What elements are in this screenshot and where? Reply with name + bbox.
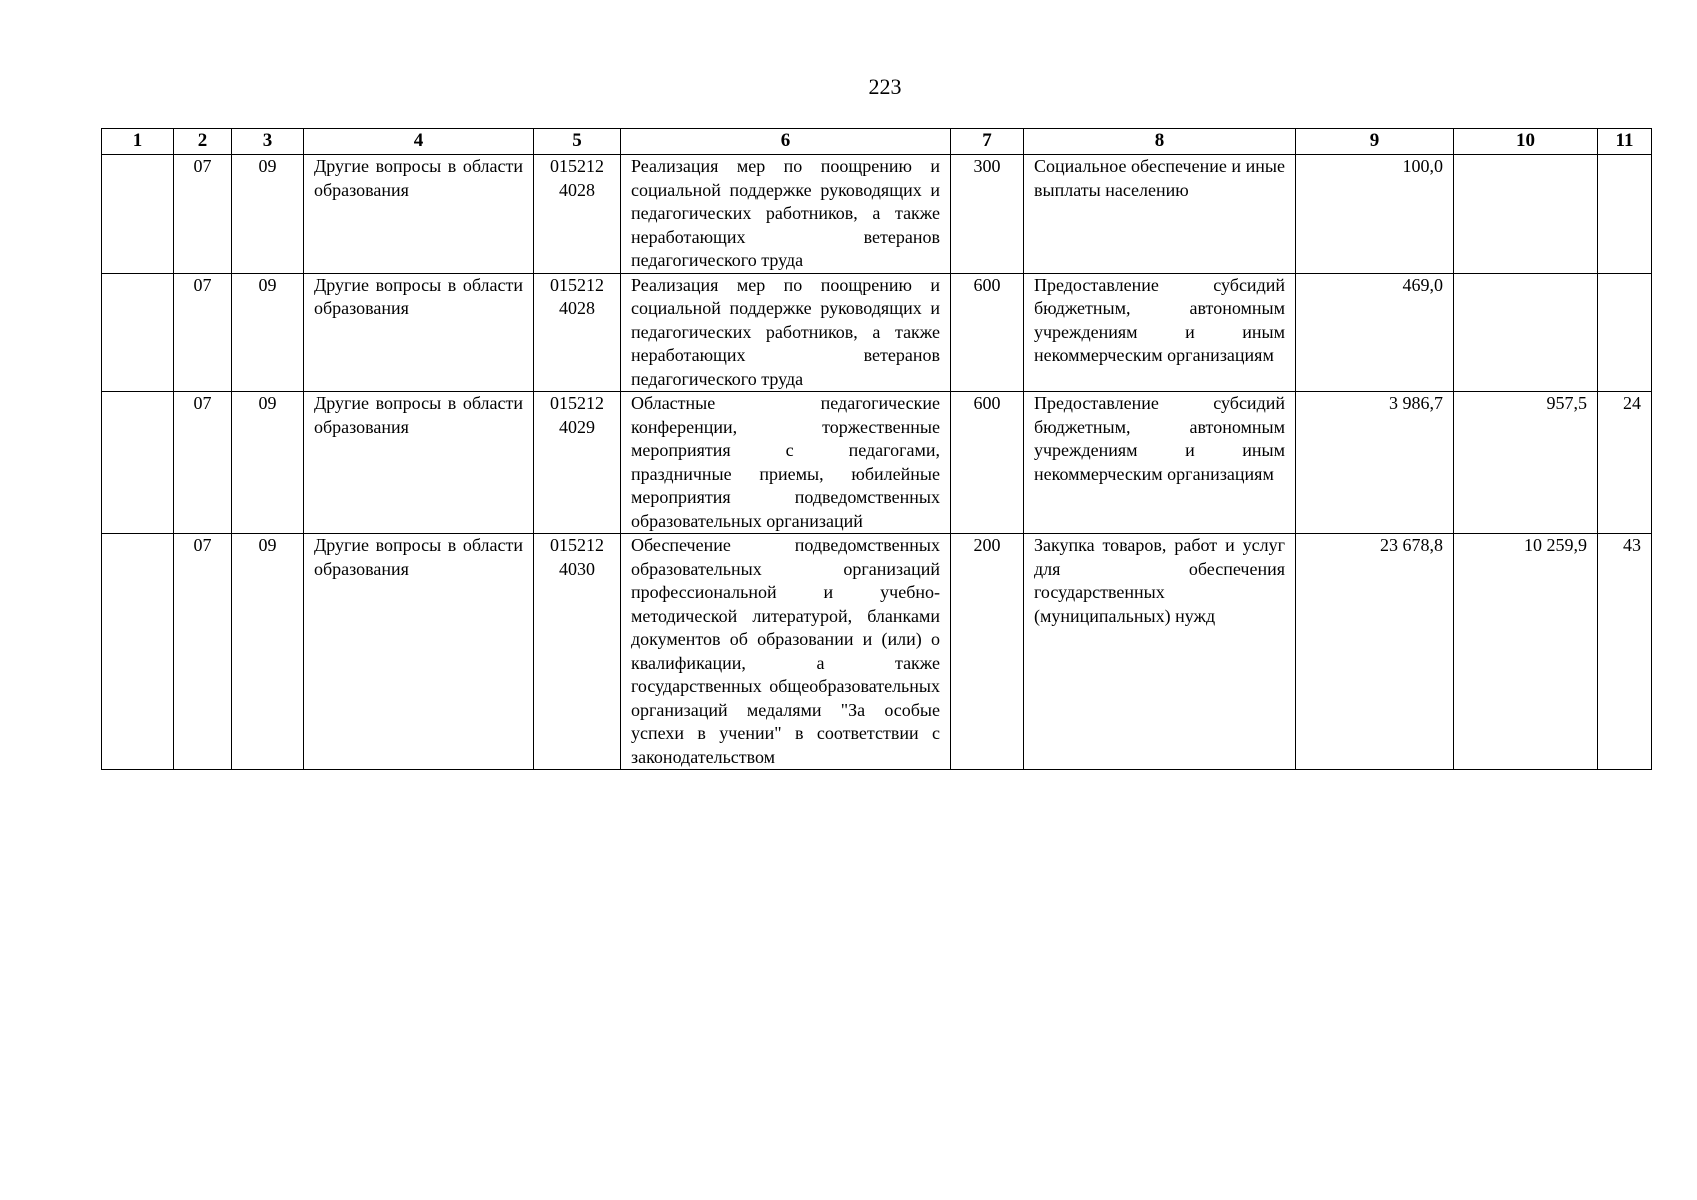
header-col-11: 11 <box>1598 129 1652 155</box>
cell-section: 07 <box>174 155 232 274</box>
cell-col-1 <box>102 534 174 770</box>
header-col-6: 6 <box>621 129 951 155</box>
header-col-10: 10 <box>1454 129 1598 155</box>
cell-amount: 3 986,7 <box>1296 392 1454 534</box>
header-col-1: 1 <box>102 129 174 155</box>
cell-expense-type: 600 <box>951 392 1024 534</box>
cell-subsection: 09 <box>232 534 304 770</box>
table-row <box>102 392 1652 534</box>
cell-col-1 <box>102 155 174 274</box>
cell-section-name: Другие вопросы в области образования <box>304 534 534 770</box>
cell-percent: 43 <box>1598 534 1652 770</box>
table-row <box>102 534 1652 770</box>
cell-target-code <box>534 155 621 274</box>
cell-percent <box>1598 155 1652 274</box>
cell-expense-type: 300 <box>951 155 1024 274</box>
header-col-5: 5 <box>534 129 621 155</box>
cell-col-1 <box>102 273 174 392</box>
cell-section: 07 <box>174 273 232 392</box>
header-col-4: 4 <box>304 129 534 155</box>
target-code-part-1: 015212 <box>550 535 604 555</box>
cell-section: 07 <box>174 392 232 534</box>
cell-target-code <box>534 273 621 392</box>
table-row <box>102 155 1652 274</box>
header-col-8: 8 <box>1024 129 1296 155</box>
cell-target-code <box>534 392 621 534</box>
cell-amount: 469,0 <box>1296 273 1454 392</box>
table-row <box>102 273 1652 392</box>
target-code-part-1: 015212 <box>550 393 604 413</box>
target-code-part-2: 4028 <box>559 298 595 318</box>
cell-subsection: 09 <box>232 155 304 274</box>
target-code-part-1: 015212 <box>550 156 604 176</box>
cell-subsection: 09 <box>232 273 304 392</box>
cell-executed <box>1454 155 1598 274</box>
cell-percent <box>1598 273 1652 392</box>
cell-executed <box>1454 273 1598 392</box>
cell-executed: 957,5 <box>1454 392 1598 534</box>
cell-col-1 <box>102 392 174 534</box>
header-col-7: 7 <box>951 129 1024 155</box>
target-code-part-1: 015212 <box>550 274 604 295</box>
cell-section-name: Другие вопросы в области образования <box>304 155 534 274</box>
target-code-part-2: 4029 <box>559 416 595 437</box>
header-col-9: 9 <box>1296 129 1454 155</box>
target-code-part-2: 4028 <box>559 179 595 200</box>
cell-amount: 23 678,8 <box>1296 534 1454 770</box>
budget-table <box>101 128 1652 770</box>
cell-section: 07 <box>174 534 232 770</box>
cell-expense-name: Социальное обеспечение и иные выплаты населению <box>1024 155 1296 274</box>
cell-expense-type: 600 <box>951 273 1024 392</box>
cell-amount: 100,0 <box>1296 155 1454 274</box>
cell-section-name: Другие вопросы в области образования <box>304 273 534 392</box>
cell-target-code <box>534 534 621 770</box>
cell-section-name: Другие вопросы в области образования <box>304 392 534 534</box>
cell-executed: 10 259,9 <box>1454 534 1598 770</box>
cell-target-name: Реализация мер по поощрению и социальной поддержке руководящих и педагогических работников, а также неработающих ветеранов педагогического труда <box>621 273 951 392</box>
cell-expense-name: Предоставление субсидий бюджетным, автономным учреждениям и иным некоммерческим организациям <box>1024 273 1296 392</box>
header-col-2: 2 <box>174 129 232 155</box>
cell-subsection: 09 <box>232 392 304 534</box>
cell-percent: 24 <box>1598 392 1652 534</box>
header-col-3: 3 <box>232 129 304 155</box>
cell-expense-type: 200 <box>951 534 1024 770</box>
target-code-part-2: 4030 <box>559 558 595 579</box>
table-header-row <box>102 129 1652 155</box>
cell-expense-name: Закупка товаров, работ и услуг для обеспечения государственных (муниципальных) нужд <box>1024 534 1296 770</box>
cell-expense-name: Предоставление субсидий бюджетным, автономным учреждениям и иным некоммерческим организациям <box>1024 392 1296 534</box>
cell-target-name: Областные педагогические конференции, торжественные мероприятия с педагогами, праздничные приемы, юбилейные мероприятия подведомственных образовательных организаций <box>621 392 951 534</box>
cell-target-name: Обеспечение подведомственных образовательных организаций профессиональной и учебно-методической литературой, бланками документов об образовании и (или) о квалификации, а также государственных общеобразовательных организаций медалями "За особые успехи в учении" в соответствии с законодательством <box>621 534 951 770</box>
page-number: 223 <box>868 74 902 99</box>
cell-target-name: Реализация мер по поощрению и социальной поддержке руководящих и педагогических работников, а также неработающих ветеранов педагогического труда <box>621 155 951 274</box>
